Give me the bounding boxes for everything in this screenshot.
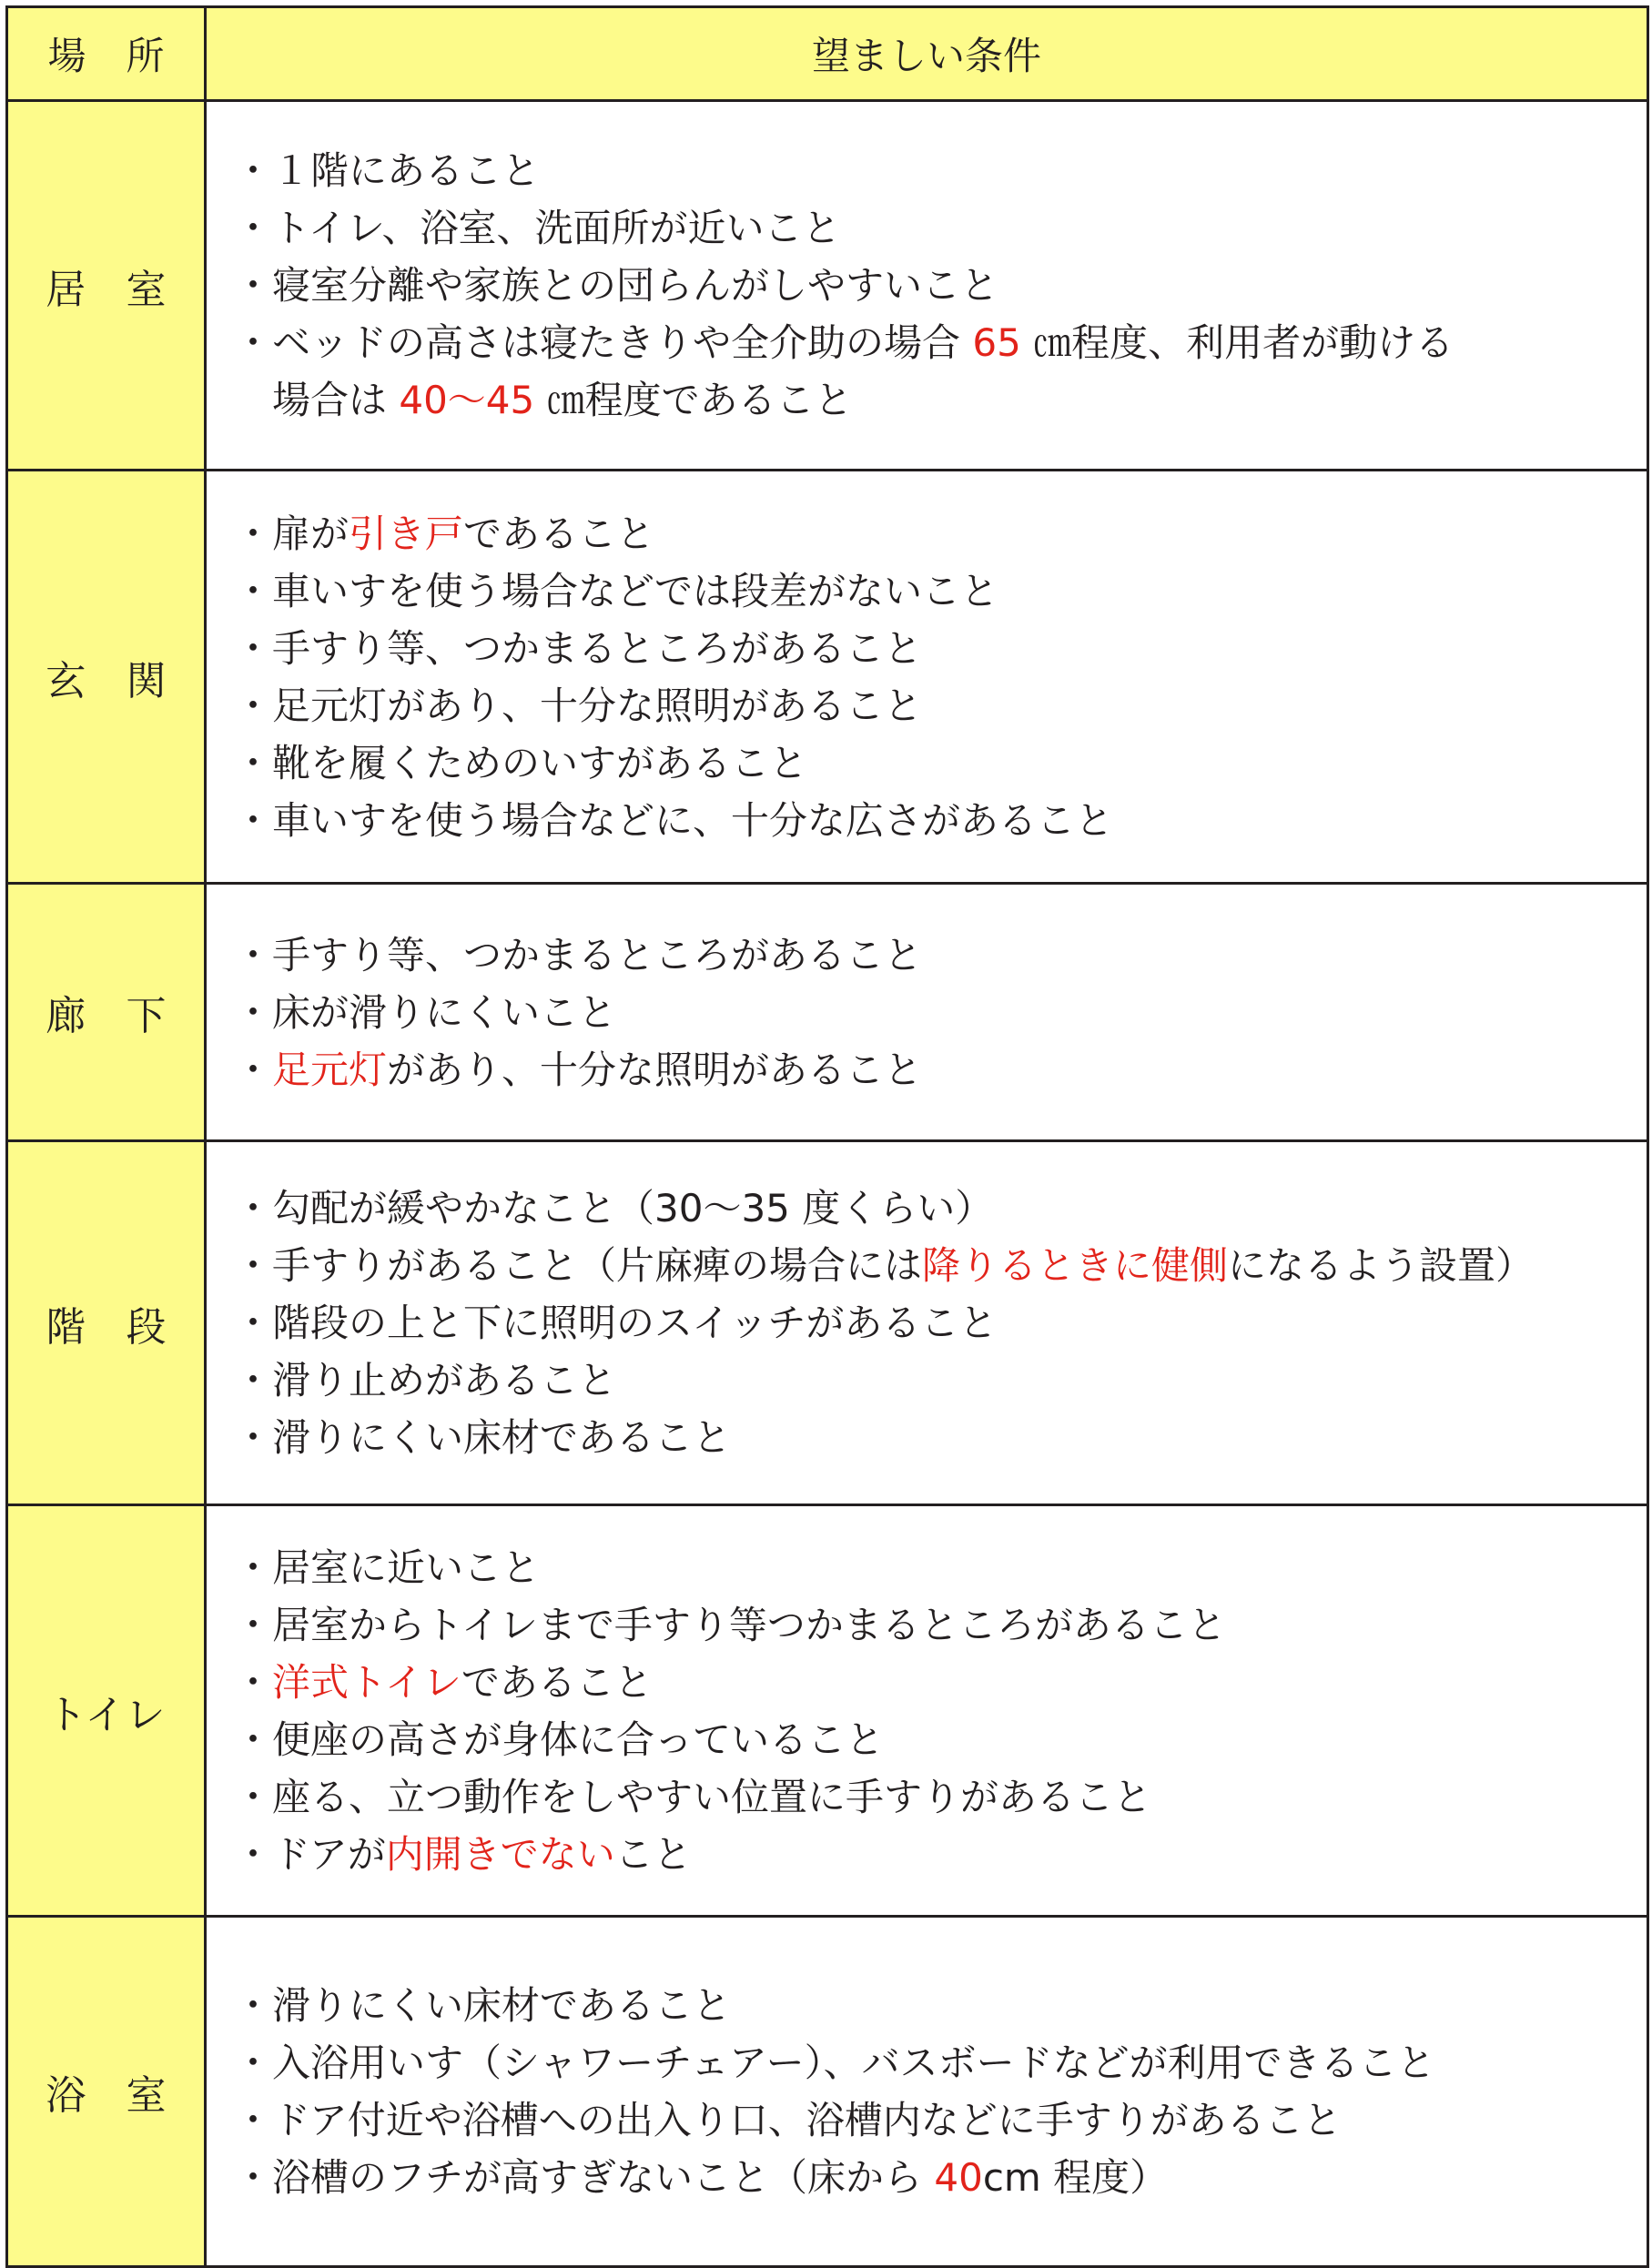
condition-item (234, 1409, 1647, 1466)
condition-item (234, 1539, 1647, 1596)
place-cell (7, 884, 206, 1141)
condition-text: 居室に近いこと (272, 1544, 541, 1590)
condition-text: 入浴用いす（シャワーチェアー）、バスボードなどが利用できること (272, 2040, 1435, 2085)
table-row (7, 884, 1648, 1141)
highlight-text: 引き戸 (349, 511, 464, 556)
condition-item (234, 984, 1647, 1041)
bullet-icon: ・ (234, 683, 273, 728)
condition-item (234, 1180, 1647, 1237)
highlight-text: 40～45 (399, 378, 535, 422)
condition-text: １階にあること (272, 148, 541, 193)
condition-text: 床が滑りにくいこと (272, 989, 617, 1035)
condition-text: 滑り止めがあること (272, 1358, 617, 1402)
header-conditions: 望ましい条件 (206, 7, 1648, 101)
condition-text: 勾配が緩やかなこと（30～35 度くらい） (272, 1186, 994, 1230)
place-label-a: 廊 (46, 993, 86, 1039)
bullet-icon: ・ (234, 1047, 273, 1092)
place-label-b: 下 (126, 993, 167, 1039)
condition-text: になるよう設置） (1228, 1243, 1535, 1288)
conditions-cell (206, 1505, 1648, 1917)
table-row (7, 101, 1648, 471)
bullet-icon: ・ (234, 1358, 273, 1402)
condition-item (234, 257, 1647, 314)
condition-text: 手すり等、つかまるところがあること (272, 932, 923, 977)
bullet-icon: ・ (234, 1774, 273, 1819)
table-row (7, 1917, 1648, 2267)
bullet-icon: ・ (234, 2155, 273, 2200)
condition-item-continuation (234, 371, 1647, 429)
condition-text: 車いすを使う場合などでは段差がないこと (272, 568, 999, 613)
condition-item (234, 1596, 1647, 1654)
bullet-icon: ・ (234, 568, 273, 613)
condition-text: があり、十分な照明があること (387, 1047, 923, 1092)
condition-text: 浴槽のフチが高すぎないこと（床から (272, 2155, 935, 2200)
place-cell (7, 1141, 206, 1505)
table-row (7, 471, 1648, 884)
place-label-a: 玄 (46, 657, 86, 704)
bullet-icon: ・ (234, 740, 273, 785)
condition-item (234, 1352, 1647, 1409)
bullet-icon: ・ (234, 2040, 273, 2085)
bullet-icon: ・ (234, 1186, 273, 1230)
condition-text: こと (614, 1831, 692, 1877)
highlight-text: 65 (972, 320, 1021, 365)
header-place-a: 場 (47, 34, 86, 78)
condition-item (234, 199, 1647, 257)
condition-item (234, 620, 1647, 677)
condition-text: 座る、立つ動作をしやすい位置に手すりがあること (272, 1774, 1152, 1819)
place-label-b: 室 (126, 266, 167, 313)
highlight-text: 降りるときに健側 (922, 1243, 1229, 1288)
condition-text: であること (461, 1659, 653, 1705)
condition-text: ドア付近や浴槽への出入り口、浴槽内などに手すりがあること (272, 2098, 1342, 2142)
condition-item (234, 1826, 1647, 1883)
place-cell (7, 1917, 206, 2267)
condition-text: ㎝程度であること (534, 378, 853, 422)
condition-text: cm 程度） (982, 2155, 1169, 2200)
highlight-text: 内開きでない (385, 1831, 615, 1877)
condition-text: 靴を履くためのいすがあること (272, 740, 808, 785)
condition-item (234, 1711, 1647, 1768)
condition-text: 滑りにくい床材であること (272, 1415, 732, 1460)
conditions-cell (206, 884, 1648, 1141)
condition-item (234, 505, 1647, 562)
table-header-row (7, 7, 1648, 101)
bullet-icon: ・ (234, 1831, 273, 1877)
condition-item (234, 677, 1647, 734)
table-body (7, 101, 1648, 2267)
table-row (7, 1141, 1648, 1505)
bullet-icon: ・ (234, 1243, 273, 1288)
condition-text: トイレ、浴室、洗面所が近いこと (272, 206, 841, 250)
highlight-text: 足元灯 (272, 1047, 388, 1092)
conditions-cell (206, 471, 1648, 884)
condition-text: 手すりがあること（片麻痺の場合には (272, 1243, 923, 1288)
condition-text: ㎝程度、利用者が動ける (1020, 320, 1454, 365)
conditions-cell (206, 101, 1648, 471)
condition-item (234, 1237, 1647, 1294)
condition-text: 手すり等、つかまるところがあること (272, 625, 923, 671)
condition-item (234, 1977, 1647, 2034)
place-cell (7, 101, 206, 471)
bullet-icon: ・ (234, 511, 273, 556)
condition-text: 居室からトイレまで手すり等つかまるところがあること (272, 1602, 1226, 1647)
condition-text: 滑りにくい床材であること (272, 1983, 732, 2028)
condition-item (234, 562, 1647, 620)
place-label-b: 関 (126, 657, 167, 704)
place-label-b: 室 (126, 2072, 167, 2119)
condition-item (234, 2149, 1647, 2206)
bullet-icon: ・ (234, 2098, 273, 2142)
header-place-b: 所 (126, 34, 165, 78)
condition-text: 階段の上と下に照明のスイッチがあること (272, 1301, 998, 1345)
condition-item (234, 2091, 1647, 2149)
condition-item (234, 1768, 1647, 1826)
bullet-icon: ・ (234, 1544, 273, 1590)
table-row (7, 1505, 1648, 1917)
bullet-icon: ・ (234, 932, 273, 977)
place-cell (7, 471, 206, 884)
bullet-icon: ・ (234, 1716, 273, 1762)
conditions-cell (206, 1917, 1648, 2267)
bullet-icon: ・ (234, 320, 273, 365)
condition-text: ドアが (272, 1831, 386, 1877)
place-label-b: 段 (126, 1303, 167, 1351)
bullet-icon: ・ (234, 1301, 273, 1345)
bullet-icon: ・ (234, 148, 273, 193)
condition-item (234, 734, 1647, 792)
condition-text: 寝室分離や家族との団らんがしやすいこと (272, 263, 999, 308)
bullet-icon: ・ (234, 1415, 273, 1460)
condition-text: 便座の高さが身体に合っていること (272, 1716, 885, 1762)
bullet-icon: ・ (234, 1659, 273, 1705)
condition-item (234, 792, 1647, 849)
highlight-text: 洋式トイレ (272, 1659, 461, 1705)
condition-item (234, 314, 1647, 371)
condition-item (234, 142, 1647, 199)
bullet-icon: ・ (234, 263, 273, 308)
bullet-icon: ・ (234, 206, 273, 250)
bullet-icon: ・ (234, 1602, 273, 1647)
condition-text: 足元灯があり、十分な照明があること (272, 683, 923, 728)
place-label-a: 居 (46, 266, 86, 313)
condition-text: ベッドの高さは寝たきりや全介助の場合 (272, 320, 973, 365)
condition-item (234, 926, 1647, 984)
bullet-icon: ・ (234, 797, 273, 843)
condition-item (234, 1654, 1647, 1711)
header-place (7, 7, 206, 101)
place-label-a: 階 (46, 1303, 86, 1351)
bullet-icon: ・ (234, 1983, 273, 2028)
condition-text: 扉が (272, 511, 350, 556)
condition-text: 場合は (272, 378, 400, 422)
condition-item (234, 2034, 1647, 2091)
housing-conditions-table (5, 5, 1649, 2268)
place-label: トイレ (46, 1691, 166, 1738)
place-cell (7, 1505, 206, 1917)
bullet-icon: ・ (234, 625, 273, 671)
condition-text: であること (463, 511, 655, 556)
condition-item (234, 1041, 1647, 1099)
bullet-icon: ・ (234, 989, 273, 1035)
highlight-text: 40 (934, 2155, 983, 2200)
place-label-a: 浴 (46, 2072, 86, 2119)
conditions-cell (206, 1141, 1648, 1505)
condition-item (234, 1294, 1647, 1352)
condition-text: 車いすを使う場合などに、十分な広さがあること (272, 797, 1114, 843)
